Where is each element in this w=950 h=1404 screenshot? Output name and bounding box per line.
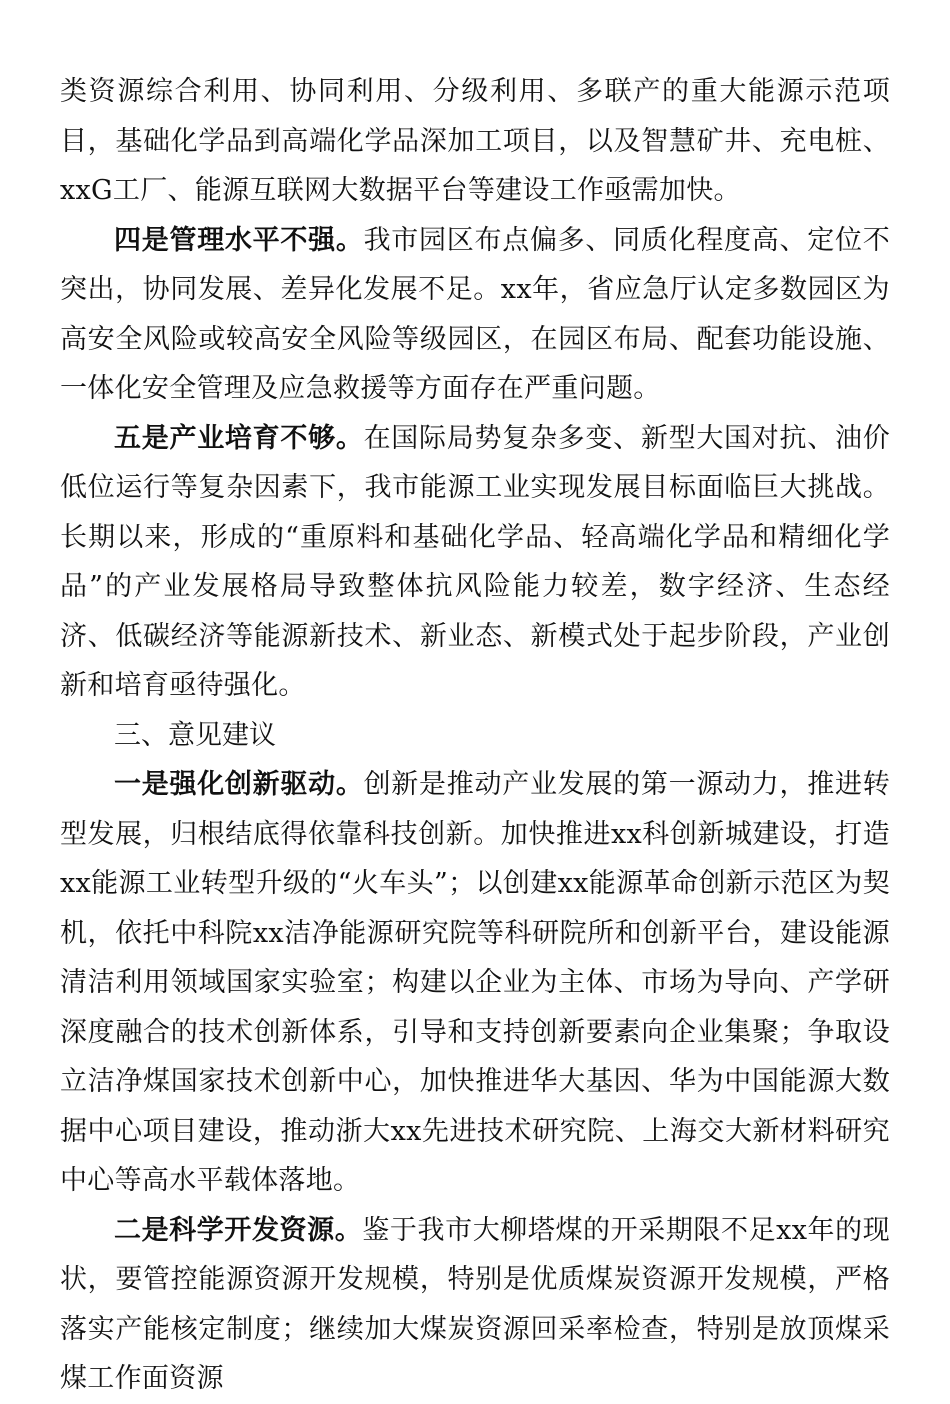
paragraph-management: [60, 216, 890, 414]
section-heading: 三、意见建议: [114, 719, 276, 751]
paragraph-industry: [60, 414, 890, 711]
suggestion-lead: 二是科学开发资源。: [114, 1214, 363, 1246]
paragraph-text: 类资源综合利用、协同利用、分级利用、多联产的重大能源示范项目，基础化学品到高端化学品深加工项目，以及智慧矿井、充电桩、xxG工厂、能源互联网大数据平台等建设工作亟需加快。: [60, 76, 890, 206]
suggestion-text: 创新是推动产业发展的第一源动力，推进转型发展，归根结底得依靠科技创新。加快推进xx科创新城建设，打造xx能源工业转型升级的“火车头”；以创建xx能源革命创新示范区为契机，依托中科院xx洁净能源研究院等科研院所和创新平台，建设能源清洁利用领域国家实验室；构建以企业为主体、市场为导向、产学研深度融合的技术创新体系，引导和支持创新要素向企业集聚；争取设立洁净煤国家技术创新中心，加快推进华大基因、华为中国能源大数据中心项目建设，推动浙大xx先进技术研究院、上海交大新材料研究中心等高水平载体落地。: [60, 769, 891, 1196]
paragraph-text: 我市园区布点偏多、同质化程度高、定位不突出，协同发展、差异化发展不足。xx年，省应急厅认定多数园区为高安全风险或较高安全风险等级园区，在园区布局、配套功能设施、一体化安全管理及应急救援等方面存在严重问题。: [60, 224, 891, 404]
suggestion-innovation: [60, 760, 890, 1206]
suggestion-resources: [60, 1206, 890, 1404]
paragraph-lead: 四是管理水平不强。: [114, 224, 364, 256]
paragraph-text: 在国际局势复杂多变、新型大国对抗、油价低位运行等复杂因素下，我市能源工业实现发展目标面临巨大挑战。长期以来，形成的“重原料和基础化学品、轻高端化学品和精细化学品”的产业发展格局导致整体抗风险能力较差，数字经济、生态经济、低碳经济等能源新技术、新业态、新模式处于起步阶段，产业创新和培育亟待强化。: [60, 422, 891, 701]
suggestion-lead: 一是强化创新驱动。: [114, 769, 364, 800]
paragraph-continuation: [60, 67, 890, 216]
suggestion-text: 鉴于我市大柳塔煤的开采期限不足xx年的现状，要管控能源资源开发规模，特别是优质煤炭资源开发规模，严格落实产能核定制度；继续加大煤炭资源回采率检查，特别是放顶煤采煤工作面资源: [60, 1214, 891, 1394]
paragraph-lead: 五是产业培育不够。: [114, 422, 364, 454]
